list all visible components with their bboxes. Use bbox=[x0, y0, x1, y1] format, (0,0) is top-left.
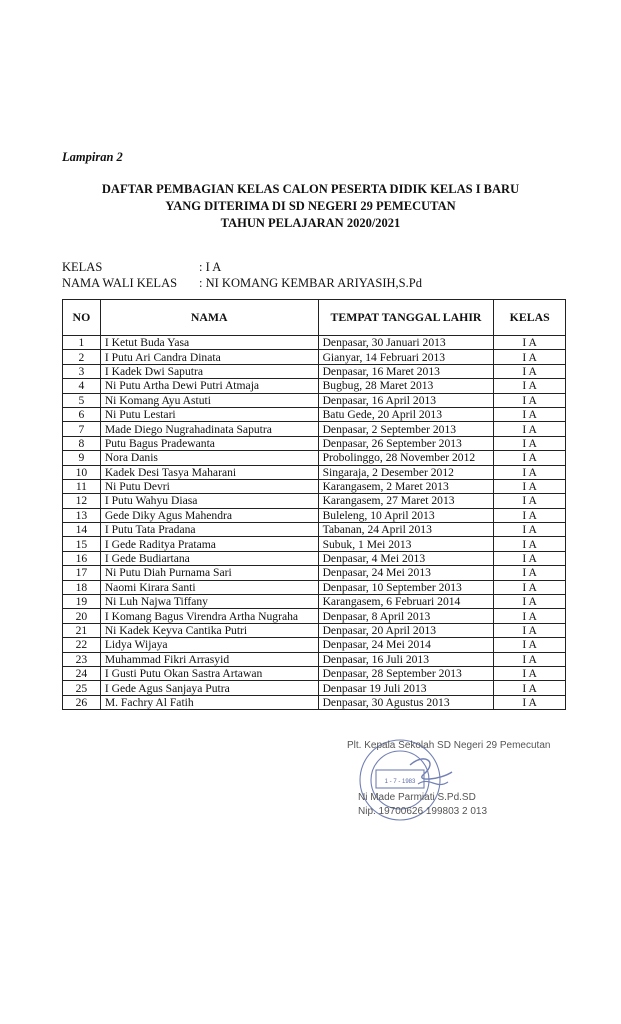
header-class: KELAS bbox=[494, 300, 566, 336]
table-row bbox=[63, 422, 566, 436]
table-body bbox=[63, 336, 566, 710]
header-name: NAMA bbox=[100, 300, 318, 336]
row-number: 13 bbox=[63, 508, 101, 522]
student-name: M. Fachry Al Fatih bbox=[100, 695, 318, 709]
birth-place-date: Denpasar, 30 Agustus 2013 bbox=[318, 695, 494, 709]
table-row bbox=[63, 523, 566, 537]
student-name: Ni Luh Najwa Tiffany bbox=[100, 595, 318, 609]
table-row bbox=[63, 350, 566, 364]
class-cell: I A bbox=[494, 566, 566, 580]
row-number: 18 bbox=[63, 580, 101, 594]
class-cell: I A bbox=[494, 436, 566, 450]
student-name: I Putu Wahyu Diasa bbox=[100, 494, 318, 508]
birth-place-date: Denpasar, 20 April 2013 bbox=[318, 623, 494, 637]
student-name: Nora Danis bbox=[100, 451, 318, 465]
student-name: I Gede Raditya Pratama bbox=[100, 537, 318, 551]
class-cell: I A bbox=[494, 350, 566, 364]
birth-place-date: Denpasar, 28 September 2013 bbox=[318, 666, 494, 680]
student-name: Gede Diky Agus Mahendra bbox=[100, 508, 318, 522]
birth-place-date: Tabanan, 24 April 2013 bbox=[318, 523, 494, 537]
signer-title: Plt. Kepala Sekolah SD Negeri 29 Pemecutan bbox=[347, 740, 551, 751]
row-number: 9 bbox=[63, 451, 101, 465]
header-no: NO bbox=[63, 300, 101, 336]
class-cell: I A bbox=[494, 551, 566, 565]
student-name: I Putu Ari Candra Dinata bbox=[100, 350, 318, 364]
table-row bbox=[63, 451, 566, 465]
table-row bbox=[63, 566, 566, 580]
birth-place-date: Denpasar, 30 Januari 2013 bbox=[318, 336, 494, 350]
homeroom-teacher-label: NAMA WALI KELAS bbox=[62, 276, 178, 290]
student-name: Kadek Desi Tasya Maharani bbox=[100, 465, 318, 479]
class-cell: I A bbox=[494, 638, 566, 652]
class-cell: I A bbox=[494, 494, 566, 508]
table-row bbox=[63, 494, 566, 508]
class-cell: I A bbox=[494, 681, 566, 695]
header-birth-place-date: TEMPAT TANGGAL LAHIR bbox=[318, 300, 494, 336]
heading-line-2: YANG DITERIMA DI SD NEGERI 29 PEMECUTAN bbox=[165, 199, 456, 213]
row-number: 6 bbox=[63, 407, 101, 421]
table-row bbox=[63, 508, 566, 522]
student-name: Ni Putu Lestari bbox=[100, 407, 318, 421]
table-row bbox=[63, 595, 566, 609]
row-number: 15 bbox=[63, 537, 101, 551]
table-row bbox=[63, 695, 566, 709]
student-name: Ni Putu Devri bbox=[100, 479, 318, 493]
birth-place-date: Subuk, 1 Mei 2013 bbox=[318, 537, 494, 551]
class-cell: I A bbox=[494, 379, 566, 393]
table-row bbox=[63, 681, 566, 695]
birth-place-date: Denpasar, 16 Juli 2013 bbox=[318, 652, 494, 666]
table-row bbox=[63, 609, 566, 623]
student-name: I Gede Agus Sanjaya Putra bbox=[100, 681, 318, 695]
row-number: 24 bbox=[63, 666, 101, 680]
class-cell: I A bbox=[494, 666, 566, 680]
student-name: Ni Kadek Keyva Cantika Putri bbox=[100, 623, 318, 637]
row-number: 19 bbox=[63, 595, 101, 609]
table-row bbox=[63, 479, 566, 493]
class-cell: I A bbox=[494, 652, 566, 666]
student-name: I Komang Bagus Virendra Artha Nugraha bbox=[100, 609, 318, 623]
row-number: 16 bbox=[63, 551, 101, 565]
signer-name: Ni Made Parmiati S.Pd.SD bbox=[358, 792, 476, 803]
row-number: 20 bbox=[63, 609, 101, 623]
homeroom-teacher-value: : NI KOMANG KEMBAR ARIYASIH,S.Pd bbox=[199, 276, 422, 290]
class-cell: I A bbox=[494, 609, 566, 623]
class-cell: I A bbox=[494, 364, 566, 378]
table-row bbox=[63, 436, 566, 450]
row-number: 4 bbox=[63, 379, 101, 393]
homeroom-teacher-info bbox=[62, 276, 422, 291]
student-name: Naomi Kirara Santi bbox=[100, 580, 318, 594]
student-name: I Gede Budiartana bbox=[100, 551, 318, 565]
class-cell: I A bbox=[494, 336, 566, 350]
class-cell: I A bbox=[494, 537, 566, 551]
signature-block bbox=[340, 732, 570, 832]
heading-line-1: DAFTAR PEMBAGIAN KELAS CALON PESERTA DIDIK KELAS I BARU bbox=[101, 182, 520, 196]
row-number: 22 bbox=[63, 638, 101, 652]
class-cell: I A bbox=[494, 595, 566, 609]
row-number: 1 bbox=[63, 336, 101, 350]
birth-place-date: Denpasar, 10 September 2013 bbox=[318, 580, 494, 594]
table-row bbox=[63, 666, 566, 680]
student-name: Made Diego Nugrahadinata Saputra bbox=[100, 422, 318, 436]
row-number: 8 bbox=[63, 436, 101, 450]
table-row bbox=[63, 551, 566, 565]
student-name: Ni Putu Diah Purnama Sari bbox=[100, 566, 318, 580]
student-name: Putu Bagus Pradewanta bbox=[100, 436, 318, 450]
table-row bbox=[63, 379, 566, 393]
row-number: 7 bbox=[63, 422, 101, 436]
class-cell: I A bbox=[494, 465, 566, 479]
birth-place-date: Karangasem, 27 Maret 2013 bbox=[318, 494, 494, 508]
class-cell: I A bbox=[494, 580, 566, 594]
student-roster-table bbox=[62, 299, 566, 710]
class-cell: I A bbox=[494, 695, 566, 709]
table-row bbox=[63, 364, 566, 378]
birth-place-date: Denpasar, 4 Mei 2013 bbox=[318, 551, 494, 565]
birth-place-date: Karangasem, 2 Maret 2013 bbox=[318, 479, 494, 493]
class-label: KELAS bbox=[62, 260, 103, 274]
row-number: 5 bbox=[63, 393, 101, 407]
birth-place-date: Denpasar, 24 Mei 2014 bbox=[318, 638, 494, 652]
table-row bbox=[63, 537, 566, 551]
row-number: 17 bbox=[63, 566, 101, 580]
row-number: 26 bbox=[63, 695, 101, 709]
birth-place-date: Singaraja, 2 Desember 2012 bbox=[318, 465, 494, 479]
table-row bbox=[63, 407, 566, 421]
table-row bbox=[63, 336, 566, 350]
student-name: I Ketut Buda Yasa bbox=[100, 336, 318, 350]
row-number: 3 bbox=[63, 364, 101, 378]
row-number: 11 bbox=[63, 479, 101, 493]
class-cell: I A bbox=[494, 623, 566, 637]
student-name: Ni Putu Artha Dewi Putri Atmaja bbox=[100, 379, 318, 393]
class-info bbox=[62, 260, 221, 275]
birth-place-date: Denpasar, 2 September 2013 bbox=[318, 422, 494, 436]
row-number: 21 bbox=[63, 623, 101, 637]
student-name: I Putu Tata Pradana bbox=[100, 523, 318, 537]
row-number: 10 bbox=[63, 465, 101, 479]
row-number: 25 bbox=[63, 681, 101, 695]
student-name: Ni Komang Ayu Astuti bbox=[100, 393, 318, 407]
birth-place-date: Denpasar, 16 April 2013 bbox=[318, 393, 494, 407]
attachment-label: Lampiran 2 bbox=[62, 150, 123, 164]
class-cell: I A bbox=[494, 393, 566, 407]
birth-place-date: Probolinggo, 28 November 2012 bbox=[318, 451, 494, 465]
class-cell: I A bbox=[494, 479, 566, 493]
student-name: Muhammad Fikri Arrasyid bbox=[100, 652, 318, 666]
class-cell: I A bbox=[494, 422, 566, 436]
student-name: Lidya Wijaya bbox=[100, 638, 318, 652]
table-row bbox=[63, 623, 566, 637]
table-row bbox=[63, 393, 566, 407]
class-cell: I A bbox=[494, 508, 566, 522]
table-row bbox=[63, 580, 566, 594]
birth-place-date: Gianyar, 14 Februari 2013 bbox=[318, 350, 494, 364]
birth-place-date: Karangasem, 6 Februari 2014 bbox=[318, 595, 494, 609]
class-value: : I A bbox=[199, 260, 222, 274]
class-cell: I A bbox=[494, 523, 566, 537]
student-name: I Kadek Dwi Saputra bbox=[100, 364, 318, 378]
class-cell: I A bbox=[494, 451, 566, 465]
birth-place-date: Denpasar, 24 Mei 2013 bbox=[318, 566, 494, 580]
table-row bbox=[63, 465, 566, 479]
heading-line-3: TAHUN PELAJARAN 2020/2021 bbox=[220, 216, 401, 230]
birth-place-date: Denpasar 19 Juli 2013 bbox=[318, 681, 494, 695]
birth-place-date: Bugbug, 28 Maret 2013 bbox=[318, 379, 494, 393]
table-header-row bbox=[63, 300, 566, 336]
document-heading bbox=[0, 181, 621, 232]
birth-place-date: Denpasar, 8 April 2013 bbox=[318, 609, 494, 623]
row-number: 12 bbox=[63, 494, 101, 508]
birth-place-date: Denpasar, 26 September 2013 bbox=[318, 436, 494, 450]
row-number: 14 bbox=[63, 523, 101, 537]
table-row bbox=[63, 652, 566, 666]
stamp-date-text: 1 - 7 - 1983 bbox=[384, 779, 416, 785]
birth-place-date: Buleleng, 10 April 2013 bbox=[318, 508, 494, 522]
class-cell: I A bbox=[494, 407, 566, 421]
table-row bbox=[63, 638, 566, 652]
signer-nip: Nip. 19700626 199803 2 013 bbox=[358, 806, 488, 817]
birth-place-date: Batu Gede, 20 April 2013 bbox=[318, 407, 494, 421]
row-number: 2 bbox=[63, 350, 101, 364]
birth-place-date: Denpasar, 16 Maret 2013 bbox=[318, 364, 494, 378]
row-number: 23 bbox=[63, 652, 101, 666]
student-name: I Gusti Putu Okan Sastra Artawan bbox=[100, 666, 318, 680]
